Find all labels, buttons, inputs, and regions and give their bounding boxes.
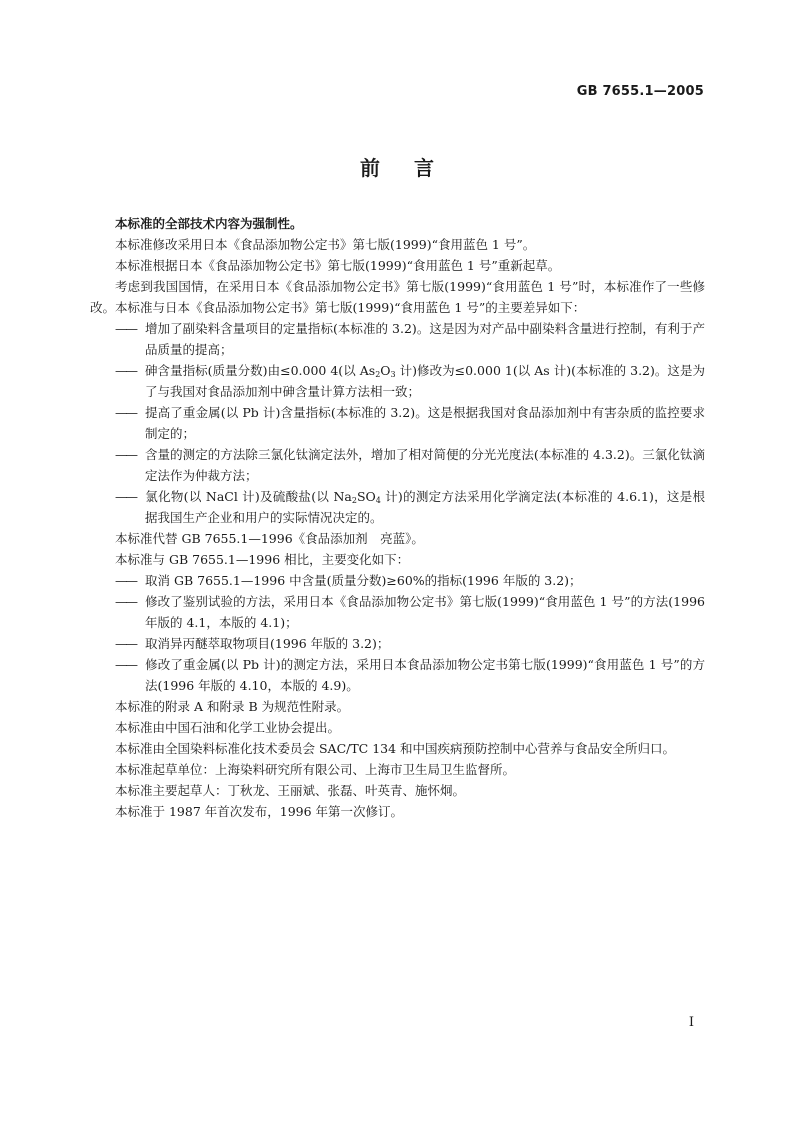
list-item-difference-5: —— 氯化物(以 NaCl 计)及硫酸盐(以 $Na_2SO_4$ 计)的测定方法采用化学滴定法(本标准的 4.6.1)，这是根据我国生产企业和用户的实际情况决定的。 — [90, 486, 705, 528]
title-char-2: 言 — [414, 156, 434, 180]
paragraph-drafting-units: 本标准起草单位：上海染料研究所有限公司、上海市卫生局卫生监督所。 — [115, 762, 516, 777]
paragraph-drafting-basis: 本标准根据日本《食品添加物公定书》第七版(1999)“食用蓝色 1 号”重新起草。 — [115, 258, 561, 273]
list-item-change-2: —— 修改了鉴别试验的方法，采用日本《食品添加物公定书》第七版(1999)“食用蓝色 1 号”的方法(1996 年版的 4.1，本版的 4.1)； — [90, 591, 705, 633]
dash-marker: —— — [115, 405, 136, 420]
paragraph-annexes: 本标准的附录 A 和附录 B 为规范性附录。 — [115, 699, 350, 714]
title-char-1: 前 — [360, 156, 380, 180]
paragraph-history: 本标准于 1987 年首次发布，1996 年第一次修订。 — [115, 804, 404, 819]
paragraph-changes-intro: 本标准与 GB 7655.1—1996 相比，主要变化如下： — [115, 552, 410, 567]
dash-marker: —— — [115, 573, 136, 588]
dash-marker: —— — [115, 594, 136, 609]
list-item-change-3: —— 取消异丙醚萃取物项目(1996 年版的 3.2)； — [90, 633, 705, 654]
page-title — [0, 152, 794, 181]
list-item-difference-3: —— 提高了重金属(以 Pb 计)含量指标(本标准的 3.2)。这是根据我国对食品添加剂中有害杂质的监控要求制定的； — [90, 402, 705, 444]
dash-marker: —— — [115, 657, 136, 672]
dash-marker: —— — [115, 489, 136, 504]
paragraph-proposer: 本标准由中国石油和化学工业协会提出。 — [115, 720, 341, 735]
list-item-difference-4: —— 含量的测定的方法除三氯化钛滴定法外，增加了相对简便的分光光度法(本标准的 4.3.2)。三氯化钛滴定法作为仲裁方法； — [90, 444, 705, 486]
dash-marker: —— — [115, 447, 136, 462]
list-item-change-4: —— 修改了重金属(以 Pb 计)的测定方法，采用日本食品添加物公定书第七版(1999)“食用蓝色 1 号”的方法(1996 年版的 4.10，本版的 4.9)。 — [90, 654, 705, 696]
foreword-body — [90, 213, 705, 822]
paragraph-drafters: 本标准主要起草人：丁秋龙、王丽斌、张磊、叶英青、施怀炯。 — [115, 783, 466, 798]
paragraph-modifications: 考虑到我国国情，在采用日本《食品添加物公定书》第七版(1999)“食用蓝色 1 号”时，本标准作了一些修改。本标准与日本《食品添加物公定书》第七版(1999)“食用蓝色 1 号”的主要差异如下： — [90, 279, 705, 315]
list-item-difference-2: —— 砷含量指标(质量分数)由≤0.000 4(以 $As_2O_3$ 计)修改为≤0.000 1(以 As 计)(本标准的 3.2)。这是为了与我国对食品添加剂中砷含量计算方法相一致； — [90, 360, 705, 402]
paragraph-responsible: 本标准由全国染料标准化技术委员会 SAC/TC 134 和中国疾病预防控制中心营养与食品安全所归口。 — [115, 741, 676, 756]
paragraph-replaces: 本标准代替 GB 7655.1—1996《食品添加剂 亮蓝》。 — [115, 531, 424, 546]
dash-marker: —— — [115, 363, 136, 378]
paragraph-adoption: 本标准修改采用日本《食品添加物公定书》第七版(1999)“食用蓝色 1 号”。 — [115, 237, 536, 252]
dash-marker: —— — [115, 321, 136, 336]
list-item-difference-1: —— 增加了副染料含量项目的定量指标(本标准的 3.2)。这是因为对产品中副染料含量进行控制，有利于产品质量的提高； — [90, 318, 705, 360]
dash-marker: —— — [115, 636, 136, 651]
list-item-change-1: —— 取消 GB 7655.1—1996 中含量(质量分数)≥60%的指标(1996 年版的 3.2)； — [90, 570, 705, 591]
standard-code: GB 7655.1—2005 — [576, 84, 704, 99]
page-number: I — [688, 1015, 694, 1030]
paragraph-mandatory: 本标准的全部技术内容为强制性。 — [115, 216, 303, 231]
